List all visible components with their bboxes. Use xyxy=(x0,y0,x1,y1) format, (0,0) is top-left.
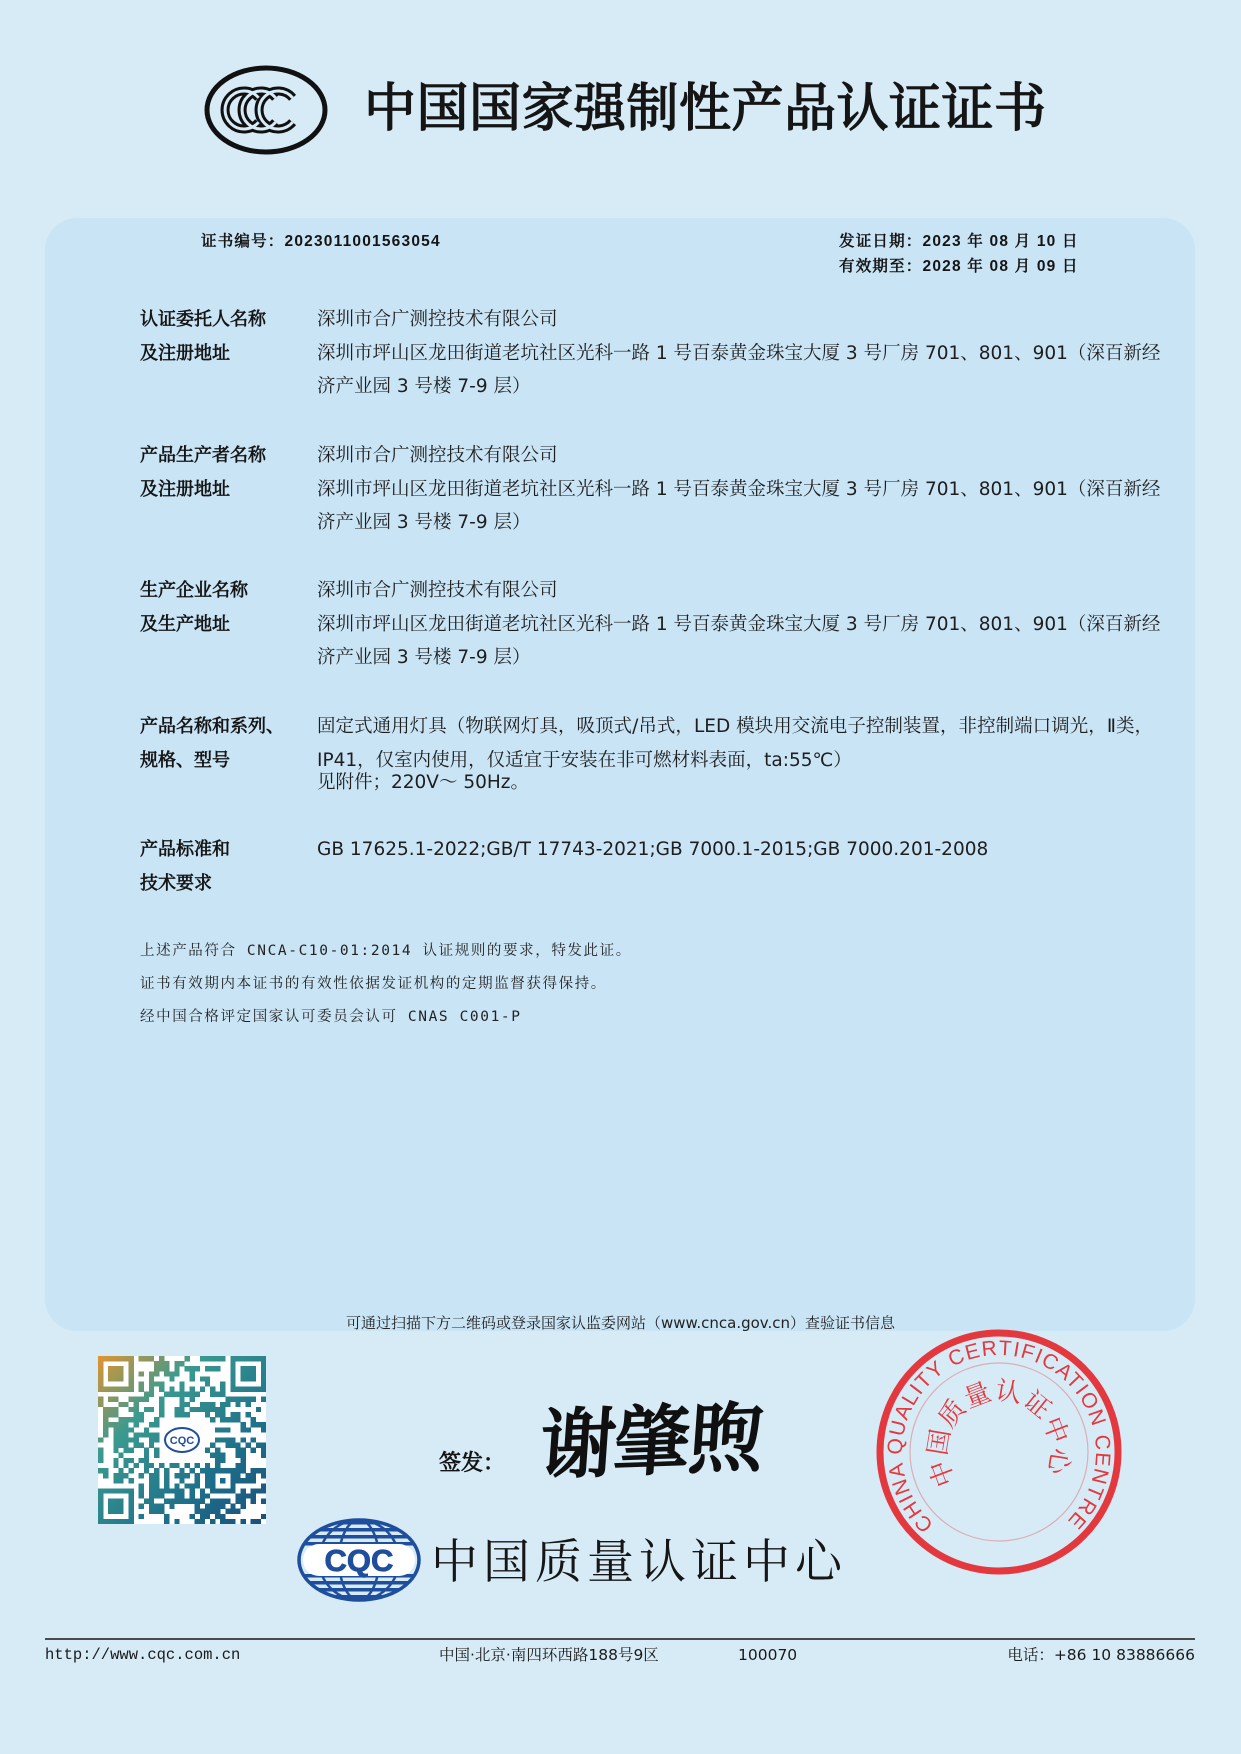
section-label xyxy=(140,574,248,641)
value-line: 济产业园 3 号楼 7-9 层） xyxy=(317,647,531,668)
label-line: 及生产地址 xyxy=(140,613,230,635)
footer-website: http://www.cqc.com.cn xyxy=(45,1646,241,1664)
seal-outer-ring xyxy=(880,1333,1118,1571)
seal-inner-text xyxy=(923,1376,1075,1491)
label-line: 及注册地址 xyxy=(140,478,230,500)
section-manufacturer xyxy=(140,439,1185,549)
value-line: GB 17625.1-2022;GB/T 17743-2021;GB 7000.1-2015;GB 7000.201-2008 xyxy=(317,839,989,860)
handwritten-signature: 谢肇煦 xyxy=(536,1392,766,1491)
qr-code-icon xyxy=(98,1356,266,1524)
expiry-date-label: 有效期至： xyxy=(839,257,923,275)
value-line: 见附件；220V～ 50Hz。 xyxy=(317,772,530,793)
section-value xyxy=(317,439,1161,540)
certificate-title: 中国国家强制性产品认证证书 xyxy=(364,79,1047,139)
label-line: 技术要求 xyxy=(140,872,212,894)
section-label xyxy=(140,833,230,900)
section-factory xyxy=(140,574,1185,684)
value-line: 深圳市合广测控技术有限公司 xyxy=(317,445,558,466)
label-line: 生产企业名称 xyxy=(140,580,248,601)
section-value xyxy=(317,574,1161,675)
certificate-number xyxy=(201,230,441,255)
section-product xyxy=(140,710,1185,820)
issue-date-label: 发证日期： xyxy=(839,233,923,250)
note-line: 上述产品符合 CNCA-C10-01:2014 认证规则的要求，特发此证。 xyxy=(140,943,632,959)
footer-phone: 电话：+86 10 83886666 xyxy=(1007,1646,1195,1664)
section-label xyxy=(140,439,266,506)
certificate-notes xyxy=(140,935,632,1034)
issue-date-value: 2023 年 08 月 10 日 xyxy=(922,233,1079,250)
section-value xyxy=(317,303,1161,404)
value-line: 深圳市坪山区龙田街道老坑社区光科一路 1 号百泰黄金珠宝大厦 3 号厂房 701、801、901（深百新经 xyxy=(317,478,1161,500)
ccc-logo-icon xyxy=(201,62,331,158)
seal-icon xyxy=(869,1322,1129,1582)
section-value xyxy=(317,833,988,867)
issue-date-row xyxy=(839,230,1079,255)
label-line: 产品标准和 xyxy=(140,839,230,860)
note-line: 证书有效期内本证书的有效性依据发证机构的定期监督获得保持。 xyxy=(140,976,607,992)
qr-center-logo-text: CQC xyxy=(169,1435,195,1447)
issuer-name: 中国质量认证中心 xyxy=(431,1535,847,1590)
section-standards xyxy=(140,833,1185,943)
footer-postcode: 100070 xyxy=(738,1646,798,1664)
footer-divider xyxy=(45,1638,1195,1640)
value-line: 深圳市合广测控技术有限公司 xyxy=(317,580,558,601)
section-applicant xyxy=(140,303,1185,413)
value-line: 济产业园 3 号楼 7-9 层） xyxy=(317,376,531,397)
label-line: 产品生产者名称 xyxy=(140,445,266,466)
value-line: 深圳市坪山区龙田街道老坑社区光科一路 1 号百泰黄金珠宝大厦 3 号厂房 701、801、901（深百新经 xyxy=(317,613,1161,635)
expiry-date-value: 2028 年 08 月 09 日 xyxy=(922,257,1079,275)
certificate-number-value: 2023011001563054 xyxy=(284,233,441,250)
note-line: 经中国合格评定国家认可委员会认可 CNAS C001-P xyxy=(140,1009,522,1025)
section-value xyxy=(317,710,1153,794)
expiry-date-row xyxy=(839,255,1079,280)
label-line: 及注册地址 xyxy=(140,342,230,364)
value-line: 济产业园 3 号楼 7-9 层） xyxy=(317,512,531,533)
label-line: 产品名称和系列、 xyxy=(140,716,284,737)
verification-caption: 可通过扫描下方二维码或登录国家认监委网站（www.cnca.gov.cn）查验证书信息 xyxy=(345,1314,896,1332)
certificate-number-label: 证书编号： xyxy=(201,233,285,250)
cqc-logo-text: CQC xyxy=(324,1543,394,1578)
value-line: 深圳市合广测控技术有限公司 xyxy=(317,309,558,330)
section-label xyxy=(140,710,284,777)
cqc-logo-icon xyxy=(295,1517,423,1603)
seal-outer-text-path: CHINA QUALITY CERTIFICATION CENTRE xyxy=(883,1336,1115,1537)
seal-inner-text-path: 中国质量认证中心 xyxy=(922,1375,1076,1491)
value-line: IP41，仅室内使用，仅适宜于安装在非可燃材料表面，ta:55℃） xyxy=(317,749,852,771)
section-label xyxy=(140,303,266,370)
certificate-dates xyxy=(839,230,1079,279)
label-line: 规格、型号 xyxy=(140,749,230,771)
value-line: 深圳市坪山区龙田街道老坑社区光科一路 1 号百泰黄金珠宝大厦 3 号厂房 701、801、901（深百新经 xyxy=(317,342,1161,364)
footer-address: 中国·北京·南四环西路188号9区 xyxy=(439,1646,659,1664)
value-line: 固定式通用灯具（物联网灯具，吸顶式/吊式，LED 模块用交流电子控制装置，非控制端口调光，Ⅱ类， xyxy=(317,716,1153,737)
label-line: 认证委托人名称 xyxy=(140,309,266,330)
signature-label: 签发： xyxy=(439,1450,506,1476)
